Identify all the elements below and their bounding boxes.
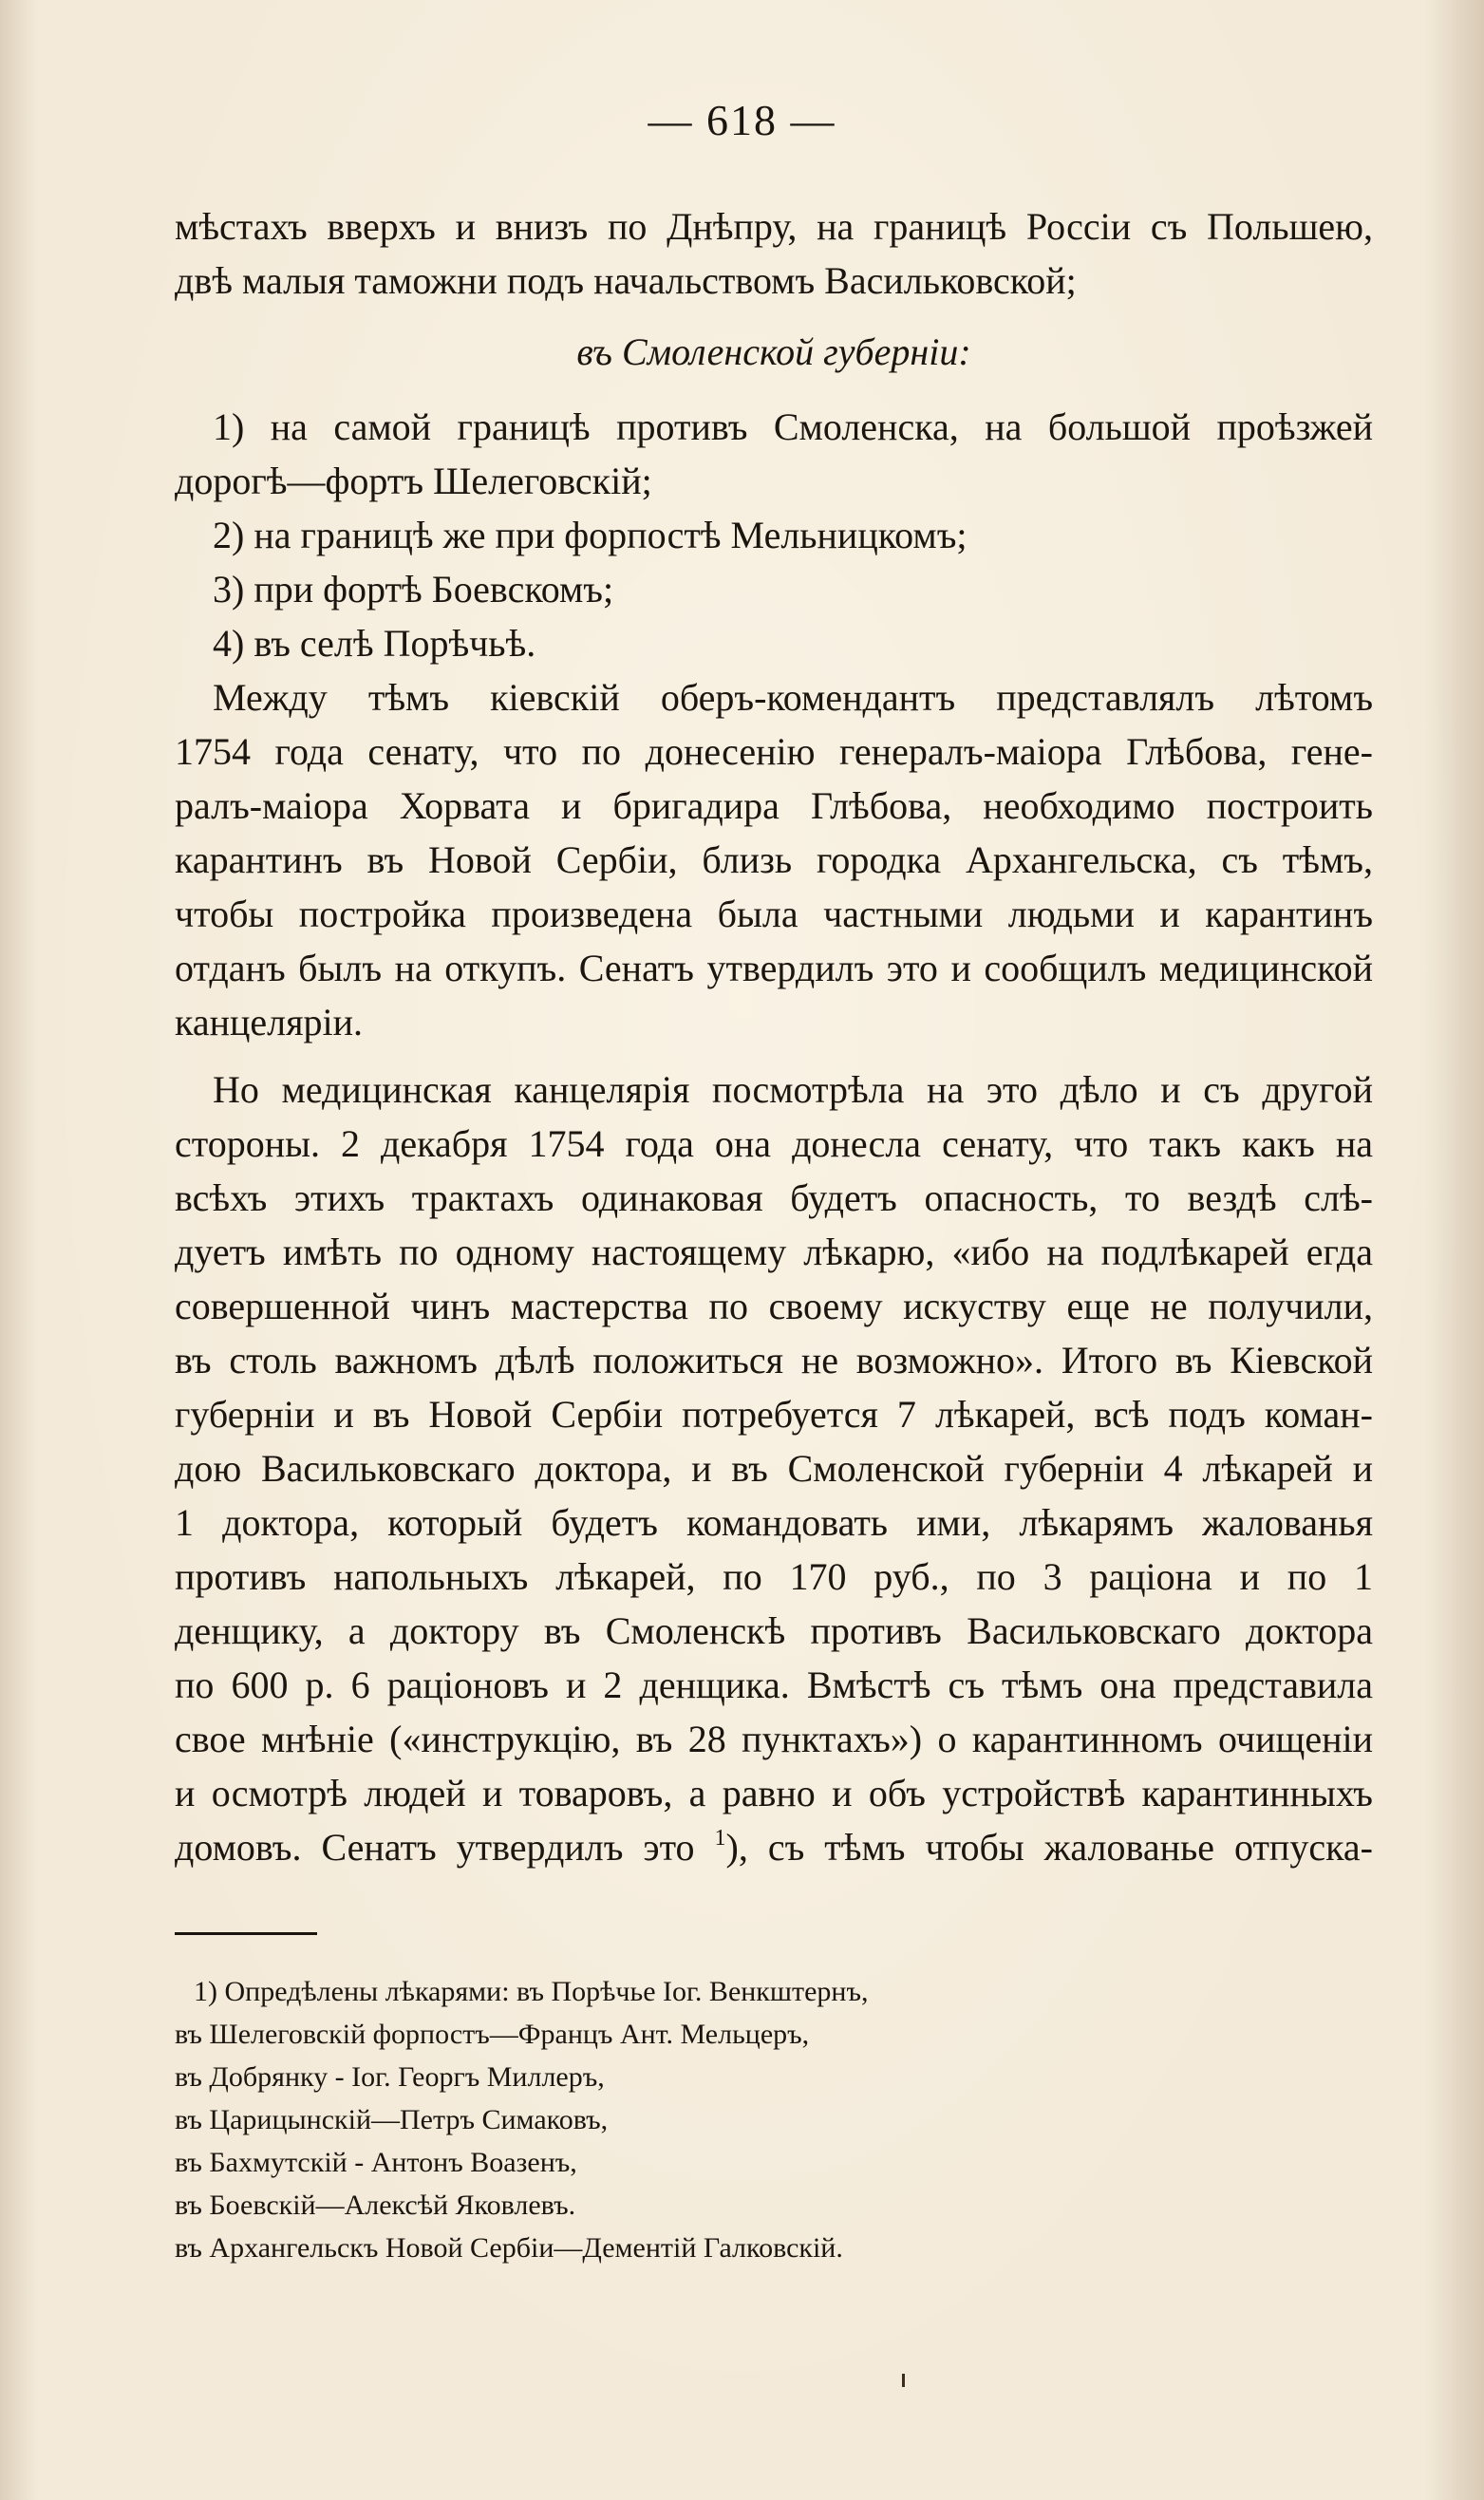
paragraph-line: губерніи и въ Новой Сербіи потребуется 7 лѣкарей, всѣ подъ коман- <box>175 1393 1373 1436</box>
page-number: — 618 — <box>648 96 836 144</box>
paragraph-line: Между тѣмъ кіевскій оберъ-комендантъ представлялъ лѣтомъ <box>213 676 1373 719</box>
paragraph-line-with-footnote <box>175 1820 1373 1874</box>
footnote-reference[interactable]: 1 <box>714 1826 726 1851</box>
paragraph-line: Но медицинская канцелярія посмотрѣла на это дѣло и съ другой <box>213 1068 1373 1111</box>
paragraph-line: совершенной чинъ мастерства по своему искуству еще не получили, <box>175 1285 1373 1327</box>
footnote-line: въ Боевскій—Алексѣй Яковлевъ. <box>175 2190 576 2221</box>
footnote-line: въ Добрянку - Іог. Георгъ Миллеръ, <box>175 2061 605 2093</box>
footnote-line: въ Царицынскій—Петръ Симаковъ, <box>175 2104 609 2135</box>
footnote-divider <box>175 1932 317 1935</box>
paragraph-line: дуетъ имѣть по одному настоящему лѣкарю, «ибо на подлѣкарей егда <box>175 1231 1373 1273</box>
paper-speck <box>902 2374 905 2387</box>
paragraph-line: свое мнѣніе («инструкцію, въ 28 пунктахъ») о карантинномъ очищеніи <box>175 1718 1373 1760</box>
list-item-line: 1) на самой границѣ противъ Смоленска, на большой проѣзжей <box>213 405 1373 448</box>
paragraph-line: 1754 года сенату, что по донесенію генералъ-маіора Глѣбова, гене- <box>175 730 1373 773</box>
text-fragment: ), съ тѣмъ чтобы жалованье отпуска- <box>725 1826 1373 1869</box>
text-fragment: домовъ. Сенатъ утвердилъ это <box>175 1826 715 1869</box>
list-item-line: дорогѣ—фортъ Шелеговскій; <box>175 460 652 502</box>
paragraph-line: въ столь важномъ дѣлѣ положиться не возможно». Итого въ Кіевской <box>175 1339 1373 1382</box>
paragraph-line: по 600 р. 6 раціоновъ и 2 денщика. Вмѣстѣ съ тѣмъ она представила <box>175 1664 1373 1706</box>
paragraph-line: карантинъ въ Новой Сербіи, близь городка Архангельска, съ тѣмъ, <box>175 838 1373 881</box>
paragraph-line: всѣхъ этихъ трактахъ одинаковая будетъ опасность, то вездѣ слѣ- <box>175 1176 1373 1219</box>
list-item-line: 2) на границѣ же при форпостѣ Мельницкомъ; <box>213 514 967 556</box>
paragraph-line: дою Васильковскаго доктора, и въ Смоленской губерніи 4 лѣкарей и <box>175 1447 1373 1490</box>
paragraph-line: канцеляріи. <box>175 1001 364 1043</box>
body-text <box>175 199 1373 1874</box>
paragraph-line: денщику, а доктору въ Смоленскѣ противъ Васильковскаго доктора <box>175 1609 1373 1652</box>
list-item-line: 4) въ селѣ Порѣчьѣ. <box>213 622 536 665</box>
paragraph-line: чтобы постройка произведена была частными людьми и карантинъ <box>175 893 1373 935</box>
footnote-line: въ Шелеговскій форпостъ—Францъ Ант. Мельцеръ, <box>175 2019 810 2050</box>
paragraph-line: ралъ-маіора Хорвата и бригадира Глѣбова, необходимо построить <box>175 784 1373 827</box>
footnotes <box>175 1970 1124 2269</box>
section-heading: въ Смоленской губерніи: <box>576 330 971 373</box>
paragraph-line: и осмотрѣ людей и товаровъ, а равно и объ устройствѣ карантинныхъ <box>175 1772 1373 1814</box>
list-item-line: 3) при фортѣ Боевскомъ; <box>213 568 614 611</box>
paragraph-line: отданъ былъ на откупъ. Сенатъ утвердилъ это и сообщилъ медицинской <box>175 947 1373 989</box>
paragraph-line: 1 доктора, который будетъ командовать ими, лѣкарямъ жалованья <box>175 1501 1373 1544</box>
text-line: двѣ малыя таможни подъ начальствомъ Васильковской; <box>175 259 1077 302</box>
text-line: мѣстахъ вверхъ и внизъ по Днѣпру, на границѣ Россіи съ Польшею, <box>175 205 1373 248</box>
paragraph-line: стороны. 2 декабря 1754 года она донесла сенату, что такъ какъ на <box>175 1122 1373 1165</box>
footnote-line: въ Бахмутскій - Антонъ Воазенъ, <box>175 2147 577 2178</box>
footnote-line: въ Архангельскъ Новой Сербіи—Дементій Галковскій. <box>175 2232 843 2264</box>
paragraph-line: противъ напольныхъ лѣкарей, по 170 руб., по 3 раціона и по 1 <box>175 1555 1373 1598</box>
footnote-line: 1) Опредѣлены лѣкарями: въ Порѣчье Іог. Венкштернъ, <box>194 1976 869 2007</box>
paragraph-gap <box>175 1049 1373 1062</box>
